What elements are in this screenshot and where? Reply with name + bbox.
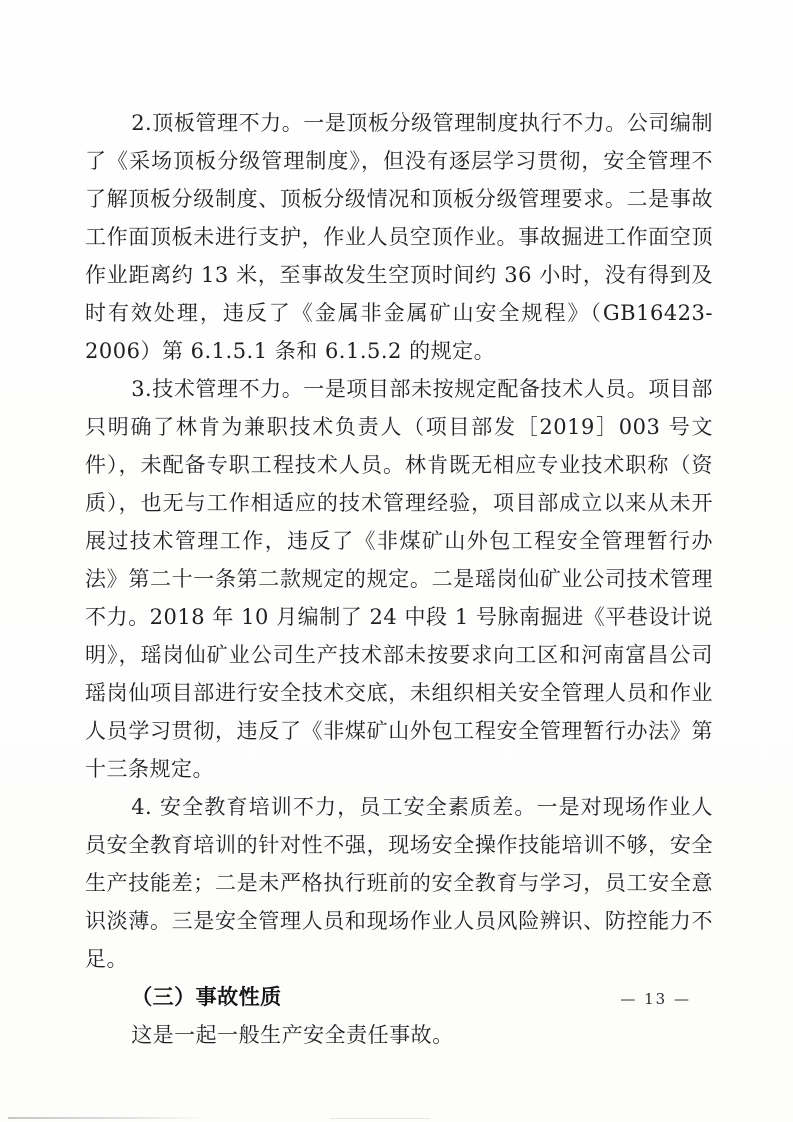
section-heading-accident-nature: （三）事故性质 — [131, 984, 282, 1009]
scan-edge-artifact — [8, 1117, 208, 1119]
paragraph-roof-management: 2.顶板管理不力。一是顶板分级管理制度执行不力。公司编制了《采场顶板分级管理制度》，但没有逐层学习贯彻，安全管理不了解顶板分级制度、顶板分级情况和顶板分级管理要求。二是事故工作面顶板未进行支护，作业人员空顶作业。事故掘进工作面空顶作业距离约 13 米，至事故发生空顶时间约 36 小时，没有得到及时有效处理，违反了《金属非金属矿山安全规程》（GB16423-2006）第 6.1.5.1 条和 6.1.5.2 的规定。 — [85, 111, 713, 363]
paragraph-safety-training: 4. 安全教育培训不力，员工安全素质差。一是对现场作业人员安全教育培训的针对性不强，现场安全操作技能培训不够，安全生产技能差；二是未严格执行班前的安全教育与学习，员工安全意识淡薄。三是安全管理人员和现场作业人员风险辨识、防控能力不足。 — [85, 795, 713, 971]
scan-edge-artifact — [330, 1118, 430, 1119]
page-number: — 13 — — [620, 990, 691, 1008]
page-content — [85, 104, 713, 1054]
paragraph-accident-nature: 这是一起一般生产安全责任事故。 — [131, 1023, 454, 1047]
paragraph-technical-management: 3.技术管理不力。一是项目部未按规定配备技术人员。项目部只明确了林肯为兼职技术负责人（项目部发［2019］003 号文件），未配备专职工程技术人员。林肯既无相应专业技术职称（资质），也无与工作相适应的技术管理经验，项目部成立以来从未开展过技术管理工作，违反了《非煤矿山外包工程安全管理暂行办法》第二十一条第二款规定的规定。二是瑶岗仙矿业公司技术管理不力。2018 年 10 月编制了 24 中段 1 号脉南掘进《平巷设计说明》，瑶岗仙矿业公司生产技术部未按要求向工区和河南富昌公司瑶岗仙项目部进行安全技术交底，未组织相关安全管理人员和作业人员学习贯彻，违反了《非煤矿山外包工程安全管理暂行办法》第十三条规定。 — [85, 377, 713, 781]
